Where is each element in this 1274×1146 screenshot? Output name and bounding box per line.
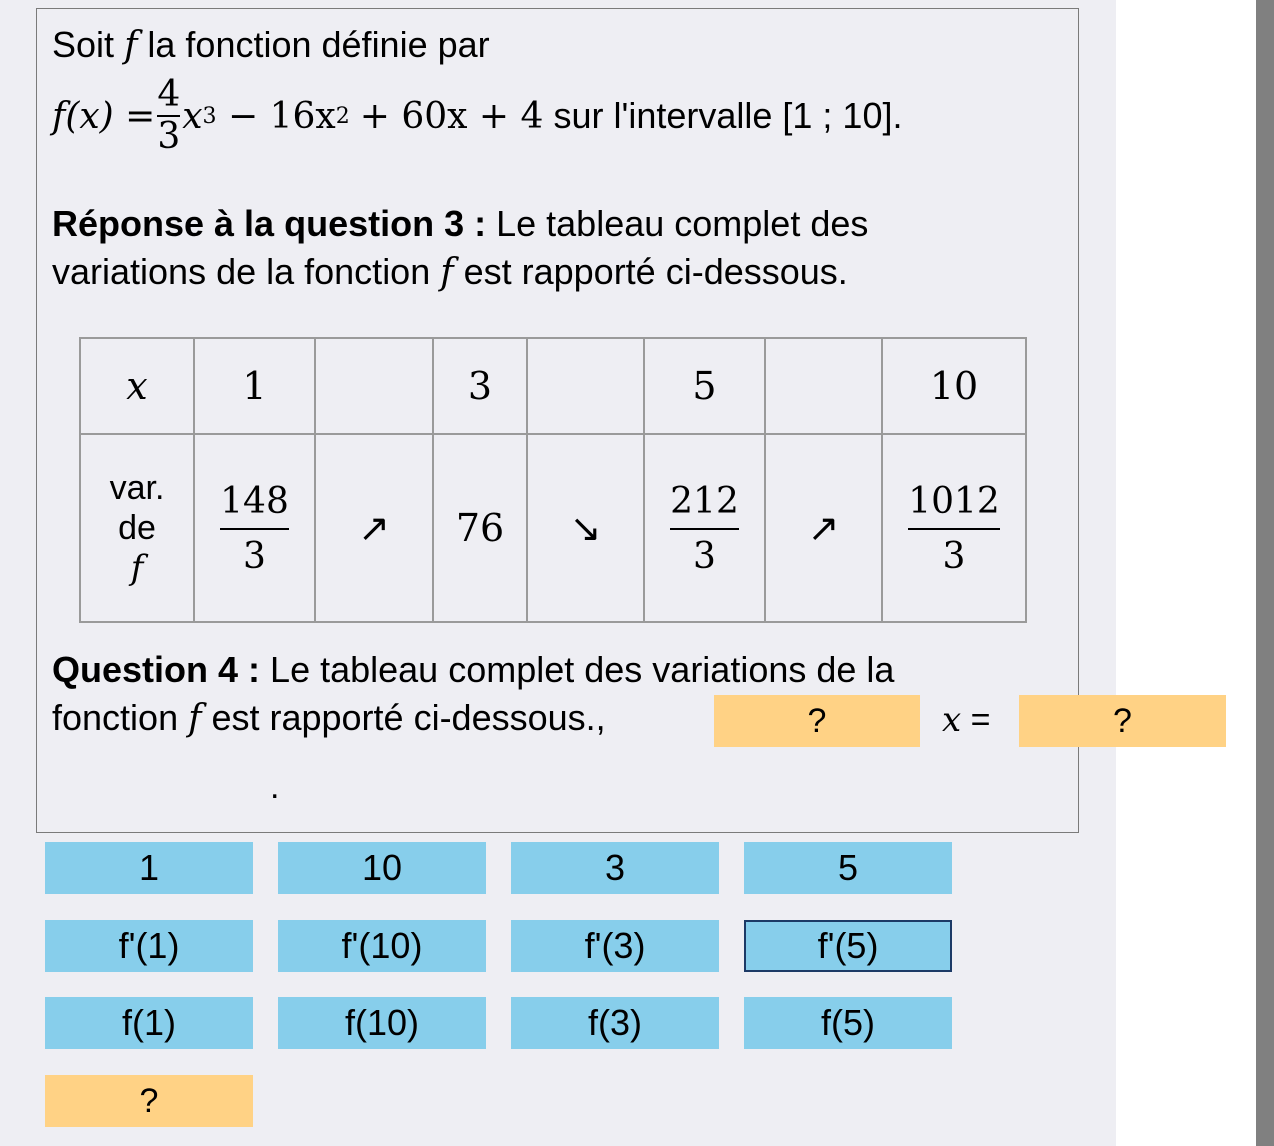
increasing-arrow-icon: ↗ [765,434,882,622]
empty-tile-slot[interactable]: ? [45,1075,253,1127]
table-row [80,434,1026,622]
table-cell: x [80,338,194,434]
table-cell: 76 [433,434,527,622]
tile-f-5[interactable]: f(5) [744,997,952,1049]
table-cell: 5 [644,338,765,434]
fraction-four-thirds: $\frac{4}{3}$ [157,74,181,157]
tile-fprime-10[interactable]: f'(10) [278,920,486,972]
period: . [270,768,280,806]
tile-5[interactable]: 5 [744,842,952,894]
answer-drop-slot-2[interactable]: ? [1019,695,1226,747]
table-cell: 3 [433,338,527,434]
table-cell [765,338,882,434]
intro-line: Soit f la fonction définie par [52,24,490,66]
increasing-arrow-icon: ↗ [315,434,433,622]
tile-1[interactable]: 1 [45,842,253,894]
table-cell: $\frac{148}{3}$ [194,434,315,622]
tile-f-3[interactable]: f(3) [511,997,719,1049]
table-cell: $\frac{1012}{3}$ [882,434,1026,622]
tile-fprime-1[interactable]: f'(1) [45,920,253,972]
table-cell: $\frac{212}{3}$ [644,434,765,622]
function-formula: f(x) = $\frac{4}{3}$ x 3 − 16x 2 + 60x + 4 sur l'intervalle [1 ; 10]. [52,74,903,157]
table-cell: 10 [882,338,1026,434]
x-equals-label: x = [942,700,991,740]
tile-fprime-5[interactable]: f'(5) [744,920,952,972]
variation-table [79,337,1027,623]
decreasing-arrow-icon: ↘ [527,434,644,622]
tile-10[interactable]: 10 [278,842,486,894]
question-3-answer: Réponse à la question 3 : Le tableau complet des variations de la fonction f est rapporté ci-dessous. [52,203,869,293]
table-row [80,338,1026,434]
tile-f-1[interactable]: f(1) [45,997,253,1049]
tile-3[interactable]: 3 [511,842,719,894]
table-cell: var. de f [80,434,194,622]
question-4: Question 4 : Le tableau complet des variations de la fonction f est rapporté ci-dessous., [52,649,895,739]
table-cell [527,338,644,434]
scrollbar[interactable] [1256,0,1274,1146]
table-cell [315,338,433,434]
table-cell: 1 [194,338,315,434]
tile-fprime-3[interactable]: f'(3) [511,920,719,972]
tile-f-10[interactable]: f(10) [278,997,486,1049]
answer-drop-slot-1[interactable]: ? [714,695,920,747]
